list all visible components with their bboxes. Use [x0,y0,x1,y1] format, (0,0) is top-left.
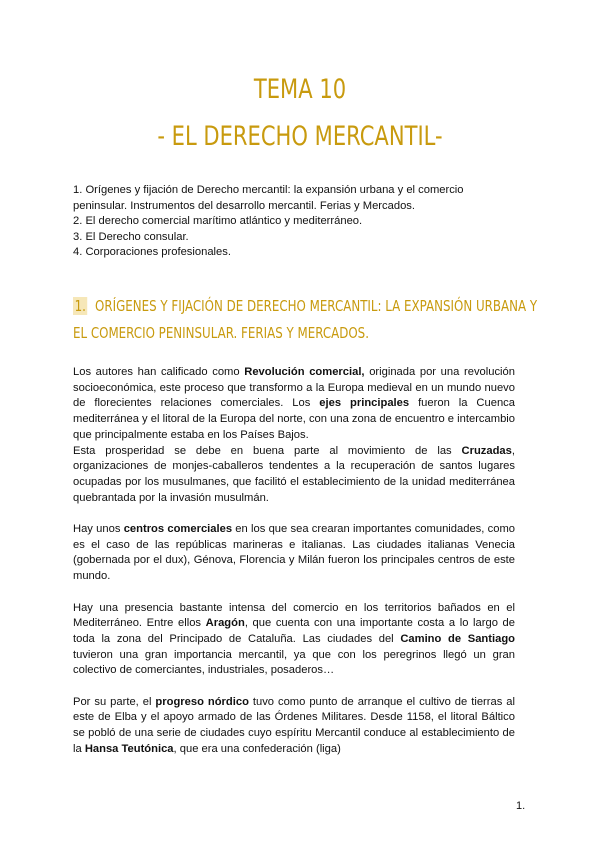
bold-term: Cruzadas [461,444,512,457]
paragraph: Hay una presencia bastante intensa del comercio en los territorios bañados en el Mediterráneo. Entre ellos Aragón, que cuenta con una importante costa a lo largo de toda la zona del Principado de Cataluña. Las ciudades del Camino de Santiago tuvieron una gran importancia mercantil, ya que con los peregrinos llegó un gran colectivo de comerciantes, industriales, posaderos… [73,601,515,677]
section-number: 1. [74,297,86,315]
body-text [73,365,515,773]
paragraph: Hay unos centros comerciales en los que sea crearan importantes comunidades, como es el caso de las repúblicas marineras e italianas. Las ciudades italianas Venecia (gobernada por el dux), Génova, Florencia y Milán fueron los principales centros de este mundo. [73,523,515,583]
paragraph: Esta prosperidad se debe en buena parte al movimiento de las Cruzadas, organizaciones de monjes-caballeros tendentes a la recuperación de santos lugares ocupadas por los musulmanes, que facilitó el establecimiento de la unidad mediterránea quebrantada por la invasión musulmán. [73,444,515,504]
toc-line: 1. Orígenes y fijación de Derecho mercantil: la expansión urbana y el comercio [73,184,464,196]
table-of-contents [73,183,533,261]
title-line-1: TEMA 10 [253,74,347,105]
bold-term: progreso nórdico [155,695,249,708]
section-heading [73,293,543,347]
page-number: 1. [516,800,526,812]
bold-term: Hansa Teutónica [84,742,174,755]
bold-term: Camino de Santiago [400,632,515,645]
toc-line: 4. Corporaciones profesionales. [73,246,231,259]
toc-line: 3. El Derecho consular. [73,230,189,243]
paragraph: Los autores han calificado como Revolución comercial, originada por una revolución socioeconómica, este proceso que transformo a la Europa medieval en un mundo nuevo de florecientes relaciones comerciales. Los ejes principales fueron la Cuenca mediterránea y el litoral de la Europa del norte, con una zona de encuentro e intercambio que principalmente estaba en los Países Bajos. [73,366,515,441]
section-heading-line-2: EL COMERCIO PENINSULAR. FERIAS Y MERCADOS. [73,324,369,342]
toc-line: peninsular. Instrumentos del desarrollo mercantil. Ferias y Mercados. [73,199,415,212]
bold-term: Aragón [205,617,245,630]
title-line-2: - EL DERECHO MERCANTIL- [157,121,443,152]
paragraph: Por su parte, el progreso nórdico tuvo como punto de arranque el cultivo de tierras al este de Elba y el apoyo armado de las Órdenes Militares. Desde 1158, el litoral Báltico se pobló de una serie de ciudades cuyo espíritu Mercantil conduce al establecimiento de la Hansa Teutónica, que era una confederación (liga) [73,695,515,755]
toc-line: 2. El derecho comercial marítimo atlántico y mediterráneo. [73,215,363,228]
bold-term: ejes principales [319,397,410,410]
bold-term: centros comerciales [123,523,233,536]
section-heading-line-1: ORÍGENES Y FIJACIÓN DE DERECHO MERCANTIL: LA EXPANSIÓN URBANA Y [95,297,538,315]
bold-term: Revolución comercial, [244,366,365,378]
